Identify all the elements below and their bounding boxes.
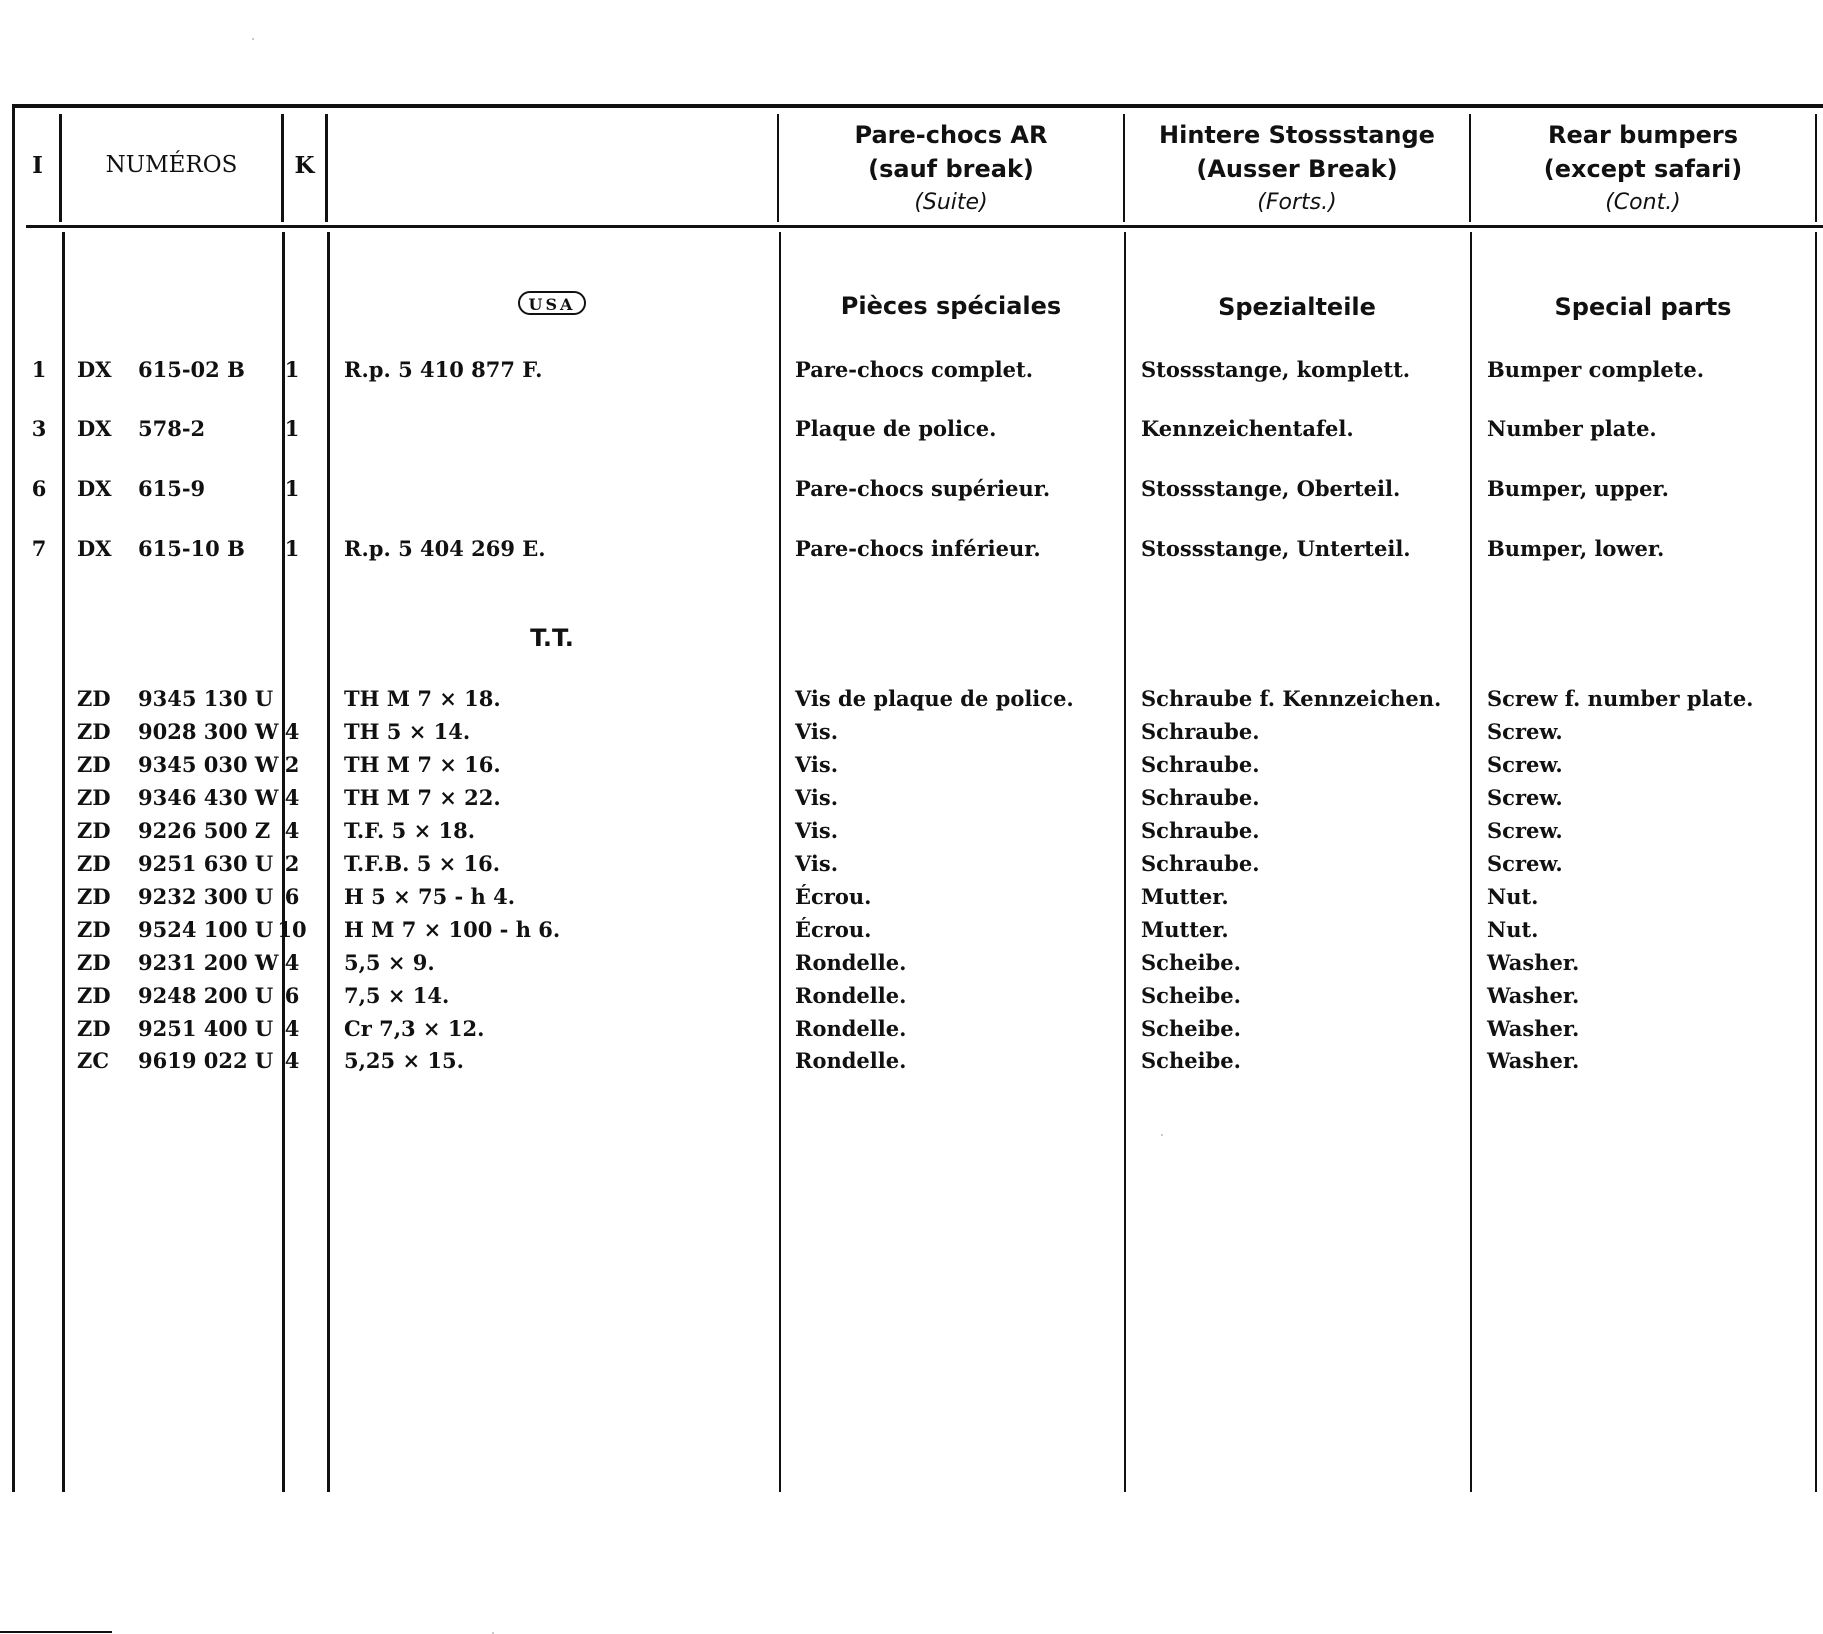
description: TH M 7 × 22. — [344, 785, 501, 810]
name-en: Screw. — [1487, 785, 1563, 810]
name-de: Schraube. — [1141, 752, 1260, 777]
part-number: 9251 400 U — [138, 1016, 274, 1041]
description: T.F. 5 × 18. — [344, 818, 476, 843]
description: TH M 7 × 16. — [344, 752, 501, 777]
part-prefix: ZD — [77, 686, 111, 711]
description: TH 5 × 14. — [344, 719, 471, 744]
name-fr: Pare-chocs supérieur. — [795, 476, 1051, 501]
header-col-fr — [779, 118, 1123, 220]
part-prefix: ZD — [77, 917, 111, 942]
name-en: Nut. — [1487, 917, 1539, 942]
part-number: 9248 200 U — [138, 983, 274, 1008]
part-number: 9345 030 W — [138, 752, 279, 777]
part-number: 9524 100 U — [138, 917, 274, 942]
description: Cr 7,3 × 12. — [344, 1016, 485, 1041]
description: T.F.B. 5 × 16. — [344, 851, 501, 876]
row-index: 1 — [31, 357, 47, 382]
quantity: 4 — [284, 719, 300, 744]
part-number: 615-9 — [138, 476, 206, 501]
name-en: Bumper, upper. — [1487, 476, 1669, 501]
name-en: Washer. — [1487, 1016, 1580, 1041]
row-index: 6 — [31, 476, 47, 501]
name-de: Stossstange, Oberteil. — [1141, 476, 1401, 501]
part-number: 615-02 B — [138, 357, 245, 382]
name-fr: Vis. — [795, 752, 839, 777]
name-de: Schraube. — [1141, 851, 1260, 876]
name-en: Number plate. — [1487, 416, 1657, 441]
name-de: Kennzeichentafel. — [1141, 416, 1354, 441]
name-de: Scheibe. — [1141, 983, 1241, 1008]
name-fr: Pare-chocs inférieur. — [795, 536, 1041, 561]
quantity: 2 — [284, 851, 300, 876]
part-prefix: DX — [77, 536, 112, 561]
name-de: Mutter. — [1141, 884, 1229, 909]
name-de: Schraube. — [1141, 785, 1260, 810]
quantity: 4 — [284, 1016, 300, 1041]
header-sep-7 — [1815, 114, 1817, 222]
description: H M 7 × 100 - h 6. — [344, 917, 561, 942]
part-prefix: ZD — [77, 818, 111, 843]
name-en: Washer. — [1487, 1048, 1580, 1073]
section-tt-title: T.T. — [530, 624, 574, 652]
name-de: Scheibe. — [1141, 1048, 1241, 1073]
name-de: Stossstange, komplett. — [1141, 357, 1411, 382]
header-en-line1: Rear bumpers — [1548, 121, 1738, 149]
header-col-de — [1125, 118, 1469, 220]
part-number: 615-10 B — [138, 536, 245, 561]
part-prefix: DX — [77, 357, 112, 382]
description: 5,25 × 15. — [344, 1048, 464, 1073]
body-sep-6 — [1470, 232, 1472, 1492]
header-col-en — [1471, 118, 1815, 220]
header-col-k: K — [294, 152, 315, 179]
name-fr: Rondelle. — [795, 1016, 907, 1041]
description: TH M 7 × 18. — [344, 686, 501, 711]
scan-speck — [252, 38, 254, 40]
quantity: 1 — [284, 357, 300, 382]
part-number: 9231 200 W — [138, 950, 279, 975]
part-prefix: DX — [77, 416, 112, 441]
name-fr: Vis. — [795, 785, 839, 810]
body-sep-5 — [1124, 232, 1126, 1492]
description: 5,5 × 9. — [344, 950, 435, 975]
name-en: Nut. — [1487, 884, 1539, 909]
part-prefix: ZD — [77, 1016, 111, 1041]
header-en-note: (Cont.) — [1605, 190, 1681, 215]
footer-mark — [0, 1631, 112, 1633]
left-border — [12, 104, 15, 1492]
name-en: Bumper complete. — [1487, 357, 1705, 382]
header-fr-note: (Suite) — [914, 190, 988, 215]
name-fr: Rondelle. — [795, 983, 907, 1008]
part-number: 9345 130 U — [138, 686, 274, 711]
quantity: 10 — [277, 917, 307, 942]
header-de-line2: (Ausser Break) — [1196, 155, 1398, 183]
quantity: 2 — [284, 752, 300, 777]
part-number: 9346 430 W — [138, 785, 279, 810]
name-en: Screw f. number plate. — [1487, 686, 1754, 711]
description: 7,5 × 14. — [344, 983, 450, 1008]
part-prefix: ZD — [77, 950, 111, 975]
quantity: 6 — [284, 884, 300, 909]
part-number: 9232 300 U — [138, 884, 274, 909]
name-en: Screw. — [1487, 818, 1563, 843]
name-en: Washer. — [1487, 950, 1580, 975]
part-prefix: ZD — [77, 752, 111, 777]
section-special-en: Special parts — [1554, 293, 1732, 321]
name-de: Scheibe. — [1141, 950, 1241, 975]
top-rule — [12, 104, 1823, 108]
part-prefix: DX — [77, 476, 112, 501]
name-fr: Écrou. — [795, 917, 872, 942]
part-prefix: ZD — [77, 719, 111, 744]
header-en-line2: (except safari) — [1543, 155, 1743, 183]
header-col-i: I — [32, 152, 43, 179]
name-en: Screw. — [1487, 752, 1563, 777]
body-sep-3 — [327, 232, 330, 1492]
section-special-de: Spezialteile — [1218, 293, 1376, 321]
header-de-line1: Hintere Stossstange — [1159, 121, 1435, 149]
description: R.p. 5 404 269 E. — [344, 536, 546, 561]
usa-badge: USA — [518, 291, 586, 315]
name-en: Screw. — [1487, 719, 1563, 744]
part-prefix: ZD — [77, 983, 111, 1008]
name-fr: Plaque de police. — [795, 416, 997, 441]
row-index: 7 — [31, 536, 47, 561]
part-number: 9619 022 U — [138, 1048, 274, 1073]
part-prefix: ZD — [77, 785, 111, 810]
name-fr: Rondelle. — [795, 950, 907, 975]
part-number: 9251 630 U — [138, 851, 274, 876]
part-number: 578-2 — [138, 416, 206, 441]
name-en: Screw. — [1487, 851, 1563, 876]
body-sep-7 — [1815, 232, 1817, 1492]
name-en: Bumper, lower. — [1487, 536, 1665, 561]
name-de: Scheibe. — [1141, 1016, 1241, 1041]
name-de: Stossstange, Unterteil. — [1141, 536, 1411, 561]
part-prefix: ZC — [77, 1048, 110, 1073]
name-de: Mutter. — [1141, 917, 1229, 942]
quantity: 4 — [284, 1048, 300, 1073]
name-de: Schraube f. Kennzeichen. — [1141, 686, 1442, 711]
name-fr: Vis. — [795, 818, 839, 843]
body-sep-4 — [779, 232, 781, 1492]
quantity: 4 — [284, 818, 300, 843]
name-de: Schraube. — [1141, 719, 1260, 744]
row-index: 3 — [31, 416, 47, 441]
name-fr: Pare-chocs complet. — [795, 357, 1034, 382]
part-prefix: ZD — [77, 884, 111, 909]
header-sep-3 — [325, 114, 328, 222]
quantity: 4 — [284, 950, 300, 975]
quantity: 6 — [284, 983, 300, 1008]
part-number: 9028 300 W — [138, 719, 279, 744]
part-number: 9226 500 Z — [138, 818, 271, 843]
part-prefix: ZD — [77, 851, 111, 876]
header-bottom-rule — [26, 225, 1823, 228]
header-fr-line2: (sauf break) — [868, 155, 1034, 183]
description: R.p. 5 410 877 F. — [344, 357, 543, 382]
name-de: Schraube. — [1141, 818, 1260, 843]
body-sep-1 — [62, 232, 65, 1492]
header-fr-line1: Pare-chocs AR — [854, 121, 1048, 149]
name-fr: Écrou. — [795, 884, 872, 909]
header-col-numeros: NUMÉROS — [105, 152, 238, 178]
name-fr: Vis de plaque de police. — [795, 686, 1074, 711]
scan-speck — [1161, 1134, 1163, 1136]
quantity: 1 — [284, 416, 300, 441]
description: H 5 × 75 - h 4. — [344, 884, 516, 909]
name-en: Washer. — [1487, 983, 1580, 1008]
quantity: 1 — [284, 536, 300, 561]
section-special-fr: Pièces spéciales — [840, 292, 1062, 320]
header-de-note: (Forts.) — [1257, 190, 1337, 215]
name-fr: Vis. — [795, 851, 839, 876]
quantity: 4 — [284, 785, 300, 810]
name-fr: Rondelle. — [795, 1048, 907, 1073]
quantity: 1 — [284, 476, 300, 501]
name-fr: Vis. — [795, 719, 839, 744]
